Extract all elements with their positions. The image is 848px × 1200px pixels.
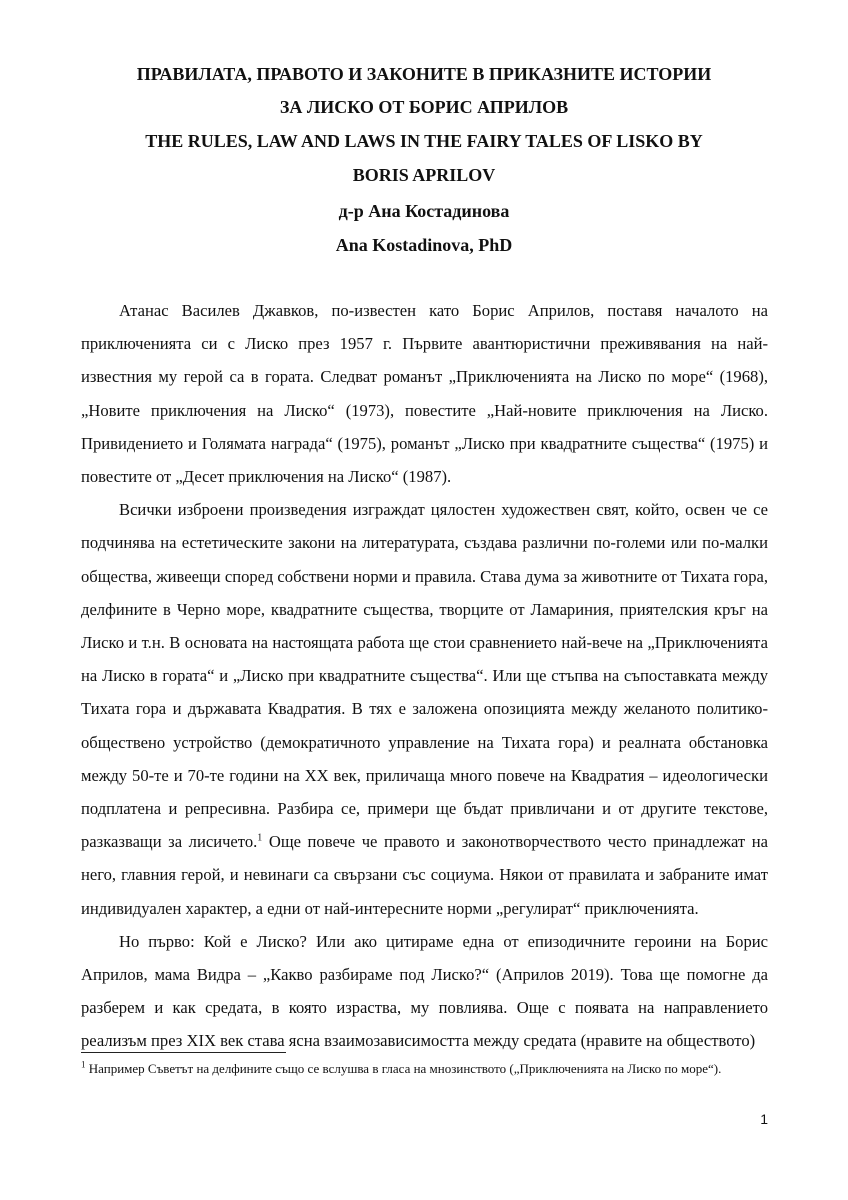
- body-text: [81, 294, 768, 1058]
- title-en-line-1: THE RULES, LAW AND LAWS IN THE FAIRY TALES OF LISKO BY: [145, 131, 703, 151]
- author-en: Ana Kostadinova, PhD: [335, 235, 513, 255]
- footnote-reference[interactable]: 1: [257, 832, 263, 844]
- paragraph-3: Но първо: Кой е Лиско? Или ако цитираме една от епизодичните героини на Борис Априлов, мама Видра – „Какво разбираме под Лиско?“ (Априлов 2019). Това ще помогне да разберем и как средата, в която израства, му повлиява. Още с появата на направлението реализъм през XIX век става ясна взаимозависимостта между средата (нравите на обществото): [81, 931, 768, 1051]
- paragraph-2: [81, 493, 768, 925]
- paragraph-2-text-a: Всички изброени произведения изграждат цялостен художествен свят, който, освен че се подчинява на естетическите закони на литературата, създава различни по-големи или по-малки общества, живеещи според собствени норми и правила. Става дума за животните от Тихата гора, делфините в Черно море, квадратните същества, творците от Ламариния, приятелския кръг на Лиско и т.н. В основата на настоящата работа ще стои сравнението най-вече на „Приключенията на Лиско в гората“ и „Лиско при квадратните същества“. Или ще стъпва на съпоставката между Тихата гора и държавата Квадратия. В тях е заложена опозицията между желаното политико-обществено устройство (демократичното управление на Тихата гора) и реалната обстановка между 50-те и 70-те години на XX век, приличаща много повече на Квадратия – идеологически подплатена и репресивна. Разбира се, примери ще бъдат привличани и от другите текстове, разказващи за лисичето.: [81, 500, 768, 852]
- author-bg: д-р Ана Костадинова: [338, 201, 510, 221]
- footnote-divider: [81, 1052, 286, 1053]
- paragraph-2-text-b: Още повече че правото и законотворчеството често принадлежат на него, главния герой, и невинаги са свързани със социума. Някои от правилата и забраните имат индивидуален характер, а едни от най-интересните норми „регулират“ приключенията.: [81, 832, 768, 918]
- title-en-line-2: BORIS APRILOV: [352, 165, 496, 185]
- paragraph-1: Атанас Василев Джавков, по-известен като Борис Априлов, поставя началото на приключенията си с Лиско през 1957 г. Първите авантюристични преживявания на най-известния му герой са в гората. Следват романът „Приключенията на Лиско по море“ (1968), „Новите приключения на Лиско“ (1973), повестите „Най-новите приключения на Лиско. Привидението и Голямата награда“ (1975), романът „Лиско при квадратните същества“ (1975) и повестите от „Десет приключения на Лиско“ (1987).: [81, 301, 768, 487]
- footnote-marker: 1: [81, 1059, 86, 1070]
- footnote: [81, 1060, 768, 1078]
- footnote-text: Например Съветът на делфините също се вслушва в гласа на мнозинството („Приключенията на Лиско по море“).: [85, 1061, 722, 1076]
- title-bg-line-2: ЗА ЛИСКО ОТ БОРИС АПРИЛОВ: [279, 97, 569, 117]
- page-number: 1: [760, 1111, 768, 1127]
- title-bg-line-1: ПРАВИЛАТА, ПРАВОТО И ЗАКОНИТЕ В ПРИКАЗНИТЕ ИСТОРИИ: [136, 64, 712, 84]
